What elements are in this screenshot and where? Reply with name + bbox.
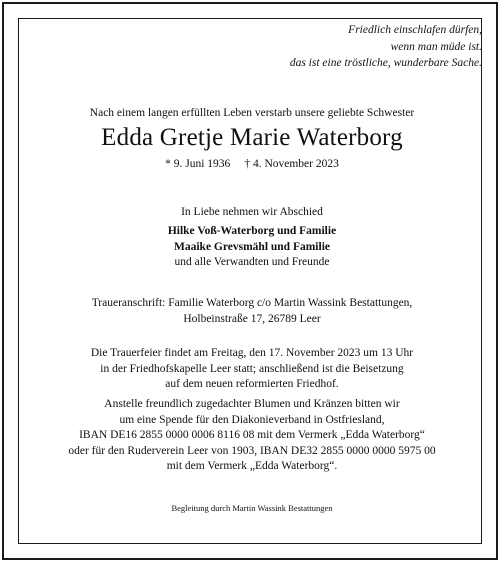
funeral-home-credit: Begleitung durch Martin Wassink Bestattungen — [171, 503, 333, 513]
death-date: † 4. November 2023 — [244, 158, 339, 170]
donation-line: Anstelle freundlich zugedachter Blumen und Kränzen bitten wir — [104, 398, 400, 410]
donation-line: oder für den Ruderverein Leer von 1903, IBAN DE32 2855 0000 0000 5975 00 — [68, 444, 436, 457]
poem — [290, 22, 482, 72]
mourner-family: Maaike Grevsmähl und Familie — [174, 240, 330, 253]
poem-line: Friedlich einschlafen dürfen, — [348, 24, 482, 36]
ceremony-info — [0, 346, 504, 393]
donation-line: mit dem Vermerk „Edda Waterborg“. — [166, 460, 338, 472]
mourner-others: und alle Verwandten und Freunde — [174, 256, 330, 268]
birth-date: * 9. Juni 1936 — [165, 158, 231, 170]
mourning-address — [0, 296, 504, 327]
ceremony-line: Die Trauerfeier findet am Freitag, den 17. November 2023 um 13 Uhr — [90, 347, 414, 359]
deceased-name: Edda Gretje Marie Waterborg — [101, 124, 403, 151]
outer-border — [2, 2, 498, 560]
ceremony-line: auf dem neuen reformierten Friedhof. — [165, 378, 339, 390]
farewell-text: In Liebe nehmen wir Abschied — [181, 206, 323, 218]
ceremony-line: in der Friedhofskapelle Leer statt; anschließend ist die Beisetzung — [100, 362, 404, 375]
mourners — [0, 224, 504, 271]
donation-info — [0, 397, 504, 475]
address-line: Holbeinstraße 17, 26789 Leer — [183, 312, 321, 325]
donation-line: IBAN DE16 2855 0000 0006 8116 08 mit dem Vermerk „Edda Waterborg“ — [79, 429, 425, 441]
donation-line: um eine Spende für den Diakonieverband in Ostfriesland, — [119, 413, 385, 426]
life-dates — [0, 157, 504, 171]
mourner-family: Hilke Voß-Waterborg und Familie — [167, 225, 337, 237]
poem-line: das ist eine tröstliche, wunderbare Sache. — [289, 57, 482, 69]
intro-text: Nach einem langen erfüllten Leben verstarb unsere geliebte Schwester — [89, 107, 415, 119]
address-line: Traueranschrift: Familie Waterborg c/o Martin Wassink Bestattungen, — [91, 297, 413, 309]
poem-line: wenn man müde ist. — [390, 40, 482, 53]
